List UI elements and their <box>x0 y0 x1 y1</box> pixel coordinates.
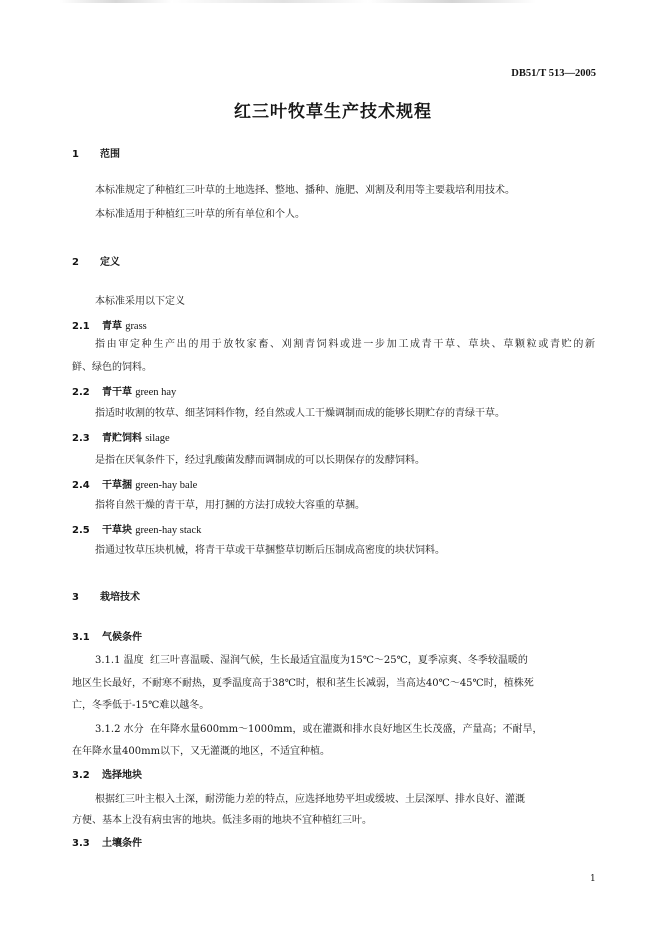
definition-number: 2.5 <box>72 525 90 536</box>
clause-number: 3.1.2 <box>95 724 121 735</box>
definition-heading <box>72 526 201 537</box>
clause-line <box>95 725 542 735</box>
clause-text-cont: 地区生长最好，不耐寒不耐热，夏季温度高于38℃时，根和茎生长减弱，当高达40℃～45℃时，植株死 <box>72 678 534 689</box>
definition-term-en: grass <box>125 321 147 332</box>
paragraph: 本标准适用于种植红三叶草的所有单位和个人。 <box>95 209 305 220</box>
document-title: 红三叶牧草生产技术规程 <box>234 102 432 122</box>
subsection-title: 气候条件 <box>102 632 142 643</box>
definition-term-en: green-hay stack <box>135 525 202 536</box>
section-title: 范围 <box>100 149 120 160</box>
paragraph: 本标准采用以下定义 <box>95 296 185 307</box>
section-1-heading <box>72 150 120 160</box>
subsection-heading <box>72 633 142 643</box>
scan-artifact <box>60 0 620 3</box>
definition-heading <box>72 481 197 492</box>
section-2-heading <box>72 258 120 268</box>
definition-text: 指通过牧草压块机械，将青干草或干草捆整草切断后压制成高密度的块状饲料。 <box>95 545 445 556</box>
definition-text: 指适时收割的牧草、细茎饲料作物，经自然或人工干燥调制而成的能够长期贮存的青绿干草。 <box>95 408 505 419</box>
definition-heading <box>72 434 170 445</box>
definition-term: 青贮饲料 <box>102 433 142 444</box>
definition-text-cont: 鲜、绿色的饲料。 <box>72 362 152 373</box>
definition-number: 2.4 <box>72 480 90 491</box>
subsection-number: 3.1 <box>72 632 90 643</box>
section-3-heading <box>72 593 140 603</box>
definition-text <box>95 340 595 350</box>
definition-heading <box>72 322 147 333</box>
subsection-title: 土壤条件 <box>102 838 142 849</box>
section-number: 2 <box>72 257 79 268</box>
paragraph: 根据红三叶主根入土深，耐涝能力差的特点，应选择地势平坦或缓坡、土层深厚、排水良好、灌溉 <box>95 794 525 805</box>
definition-term: 干草块 <box>102 525 132 536</box>
subsection-heading <box>72 839 142 849</box>
definition-heading <box>72 388 176 399</box>
section-title: 栽培技术 <box>100 592 140 603</box>
subsection-number: 3.2 <box>72 770 90 781</box>
clause-label: 温度 <box>123 655 144 666</box>
subsection-number: 3.3 <box>72 838 90 849</box>
definition-text: 指将自然干燥的青干草，用打捆的方法打成较大容重的草捆。 <box>95 500 365 511</box>
subsection-title: 选择地块 <box>102 770 142 781</box>
clause-text: 红三叶喜温暖、湿润气候，生长最适宜温度为15℃～25℃，夏季凉爽、冬季较温暖的 <box>150 655 528 666</box>
definition-number: 2.2 <box>72 387 90 398</box>
definition-term: 青干草 <box>102 387 132 398</box>
text-line: 指由审定种生产出的用于放牧家畜、刈割青饲料或进一步加工成青干草、草块、草颗粒或青贮的新 <box>95 339 595 350</box>
section-title: 定义 <box>100 257 120 268</box>
definition-text: 是指在厌氧条件下，经过乳酸菌发酵而调制成的可以长期保存的发酵饲料。 <box>95 455 425 466</box>
definition-term-en: green hay <box>135 387 177 398</box>
definition-number: 2.1 <box>72 321 90 332</box>
definition-term-en: green-hay bale <box>135 480 198 491</box>
clause-number: 3.1.1 <box>95 655 121 666</box>
section-number: 1 <box>72 149 79 160</box>
clause-line <box>95 656 528 666</box>
definition-number: 2.3 <box>72 433 90 444</box>
clause-text: 在年降水量600mm～1000mm，或在灌溉和排水良好地区生长茂盛，产量高；不耐旱， <box>150 724 543 735</box>
paragraph: 本标准规定了种植红三叶草的土地选择、整地、播种、施肥、刈割及利用等主要栽培利用技术。 <box>95 185 515 196</box>
clause-text-cont: 在年降水量400mm以下，又无灌溉的地区，不适宜种植。 <box>72 746 331 757</box>
definition-term: 干草捆 <box>102 480 132 491</box>
page-number: 1 <box>590 874 596 884</box>
clause-text-cont: 亡，冬季低于-15℃难以越冬。 <box>72 700 210 711</box>
subsection-heading <box>72 771 142 781</box>
definition-term: 青草 <box>102 321 122 332</box>
section-number: 3 <box>72 592 79 603</box>
definition-term-en: silage <box>145 433 170 444</box>
standard-code: DB51/T 513—2005 <box>511 68 596 79</box>
clause-label: 水分 <box>123 724 144 735</box>
paragraph-cont: 方便、基本上没有病虫害的地块。低洼多雨的地块不宜种植红三叶。 <box>72 815 372 826</box>
